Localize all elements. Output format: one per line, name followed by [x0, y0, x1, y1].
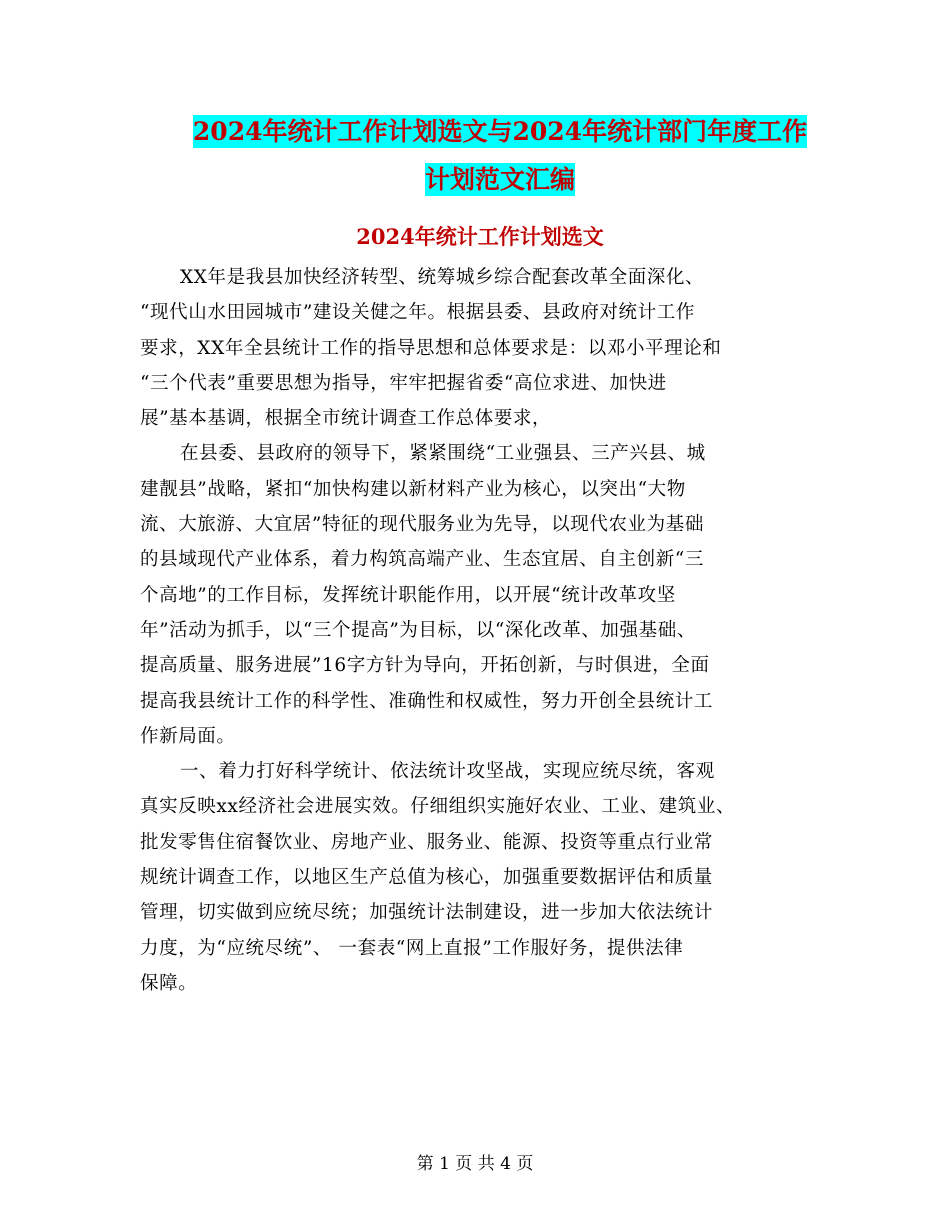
body-line: “三个代表”重要思想为指导，牢牢把握省委“高位求进、加快进 — [140, 372, 667, 394]
body-line: 提高我县统计工作的科学性、准确性和权威性，努力开创全县统计工 — [140, 690, 714, 712]
body-line: 要求，XX年全县统计工作的指导思想和总体要求是：以邓小平理论和 — [140, 337, 722, 359]
document-title-line-2: 计划范文汇编 — [424, 165, 575, 194]
body-line: 流、大旅游、大宜居”特征的现代服务业为先导，以现代农业为基础 — [140, 514, 704, 536]
body-line: 力度，为“应统尽统”、 一套表“网上直报”工作服好务，提供法律 — [140, 937, 684, 959]
body-line: 在县委、县政府的领导下，紧紧围绕“工业强县、三产兴县、城 — [180, 443, 706, 465]
section-title: 2024年统计工作计划选文 — [356, 224, 604, 249]
page-number-label: 第 1 页 共 4 页 — [416, 1154, 534, 1174]
body-line: 展”基本基调，根据全市统计调查工作总体要求， — [140, 408, 552, 430]
body-line: 管理，切实做到应统尽统；加强统计法制建设，进一步加大依法统计 — [140, 902, 714, 924]
body-line: 个高地”的工作目标，发挥统计职能作用，以开展“统计改革攻坚 — [140, 584, 676, 606]
body-line: 真实反映xx经济社会进展实效。仔细组织实施好农业、工业、建筑业、 — [140, 796, 736, 818]
document-body — [140, 260, 820, 1001]
page-footer — [0, 1152, 950, 1176]
body-line: 保障。 — [140, 972, 198, 994]
body-line: “现代山水田园城市”建设关健之年。根据县委、县政府对统计工作 — [140, 302, 695, 324]
document-title-line-1: 2024年统计工作计划选文与2024年统计部门年度工作 — [192, 117, 808, 146]
body-line: 批发零售住宿餐饮业、房地产业、服务业、能源、投资等重点行业常 — [140, 831, 714, 853]
body-line: 年”活动为抓手，以“三个提高”为目标，以“深化改革、加强基础、 — [140, 619, 696, 641]
body-line: 的县域现代产业体系，着力构筑高端产业、生态宜居、自主创新“三 — [140, 549, 704, 571]
body-line: 规统计调查工作，以地区生产总值为核心，加强重要数据评估和质量 — [140, 867, 714, 889]
body-line: 一、着力打好科学统计、依法统计攻坚战，实现应统尽统，客观 — [180, 761, 715, 783]
body-line: 作新局面。 — [140, 725, 236, 747]
document-title — [140, 108, 860, 204]
body-line: XX年是我县加快经济转型、统筹城乡综合配套改革全面深化、 — [180, 267, 705, 288]
body-line: 提高质量、服务进展”16字方针为导向，开拓创新，与时俱进，全面 — [140, 655, 710, 677]
body-line: 建靓县”战略，紧扣“加快构建以新材料产业为核心，以突出“大物 — [140, 478, 686, 500]
